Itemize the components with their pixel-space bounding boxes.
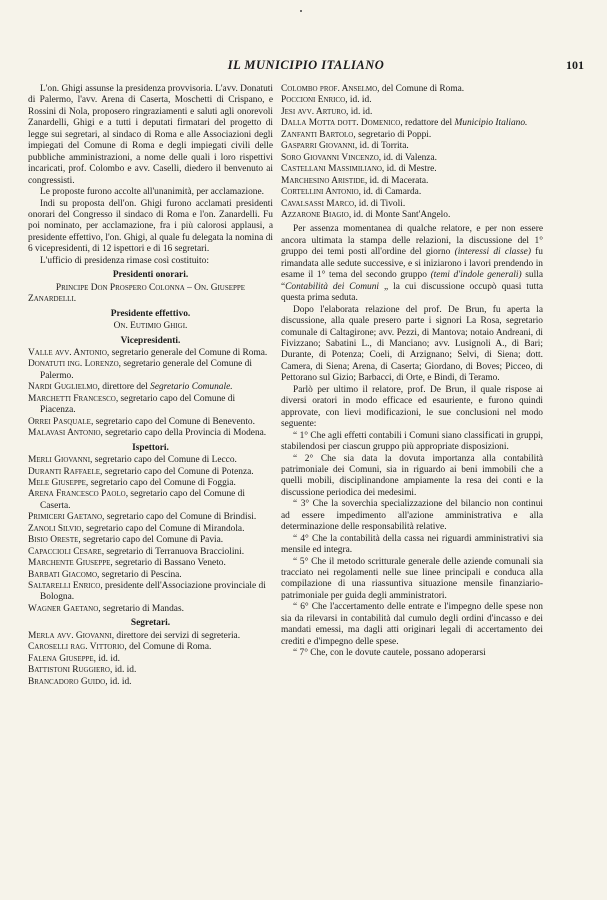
member-role: segretario capo del Comune di Piacenza. bbox=[40, 393, 236, 416]
left-column bbox=[28, 84, 273, 688]
list-item bbox=[28, 604, 273, 615]
secretaries-list-continued bbox=[281, 84, 543, 221]
heading-ispettori: Ispettori. bbox=[132, 442, 169, 453]
member-name: Castellani Massimiliano, bbox=[281, 164, 385, 175]
heading-segretari: Segretari. bbox=[130, 618, 171, 629]
member-role: segretario capo del Comune di Mirandola. bbox=[83, 523, 245, 534]
text-run-italic: (interessi di classe) bbox=[454, 247, 531, 258]
member-name: Capaccioli Cesare, bbox=[28, 546, 105, 557]
list-item bbox=[281, 176, 543, 187]
member-name: Saltarelli Enrico, bbox=[28, 581, 103, 592]
conclusion-1: “ 1° Che agli effetti contabili i Comuni siano classificati in gruppi, stabilendosi per ciascun gruppo più appropriate disposizioni. bbox=[281, 430, 543, 453]
member-name: Caroselli rag. Vittorio, bbox=[28, 642, 127, 653]
member-name: Cavalsassi Marco, bbox=[281, 198, 357, 209]
list-item bbox=[28, 570, 273, 581]
member-name: Marchesino Aristide, bbox=[281, 175, 368, 186]
inspectors-list bbox=[28, 455, 273, 615]
member-name: Brancadoro Guido, bbox=[28, 676, 108, 687]
list-item bbox=[28, 654, 273, 665]
member-name: Marchente Giuseppe, bbox=[28, 558, 113, 569]
member-role: id. di Mestre. bbox=[384, 164, 437, 175]
conclusion-4: “ 4° Che la contabilità della cassa nei riguardi amministrativi sia mensile ed integra. bbox=[281, 533, 543, 556]
member-role: id. di Valenza. bbox=[381, 152, 437, 163]
member-name: Primiceri Gaetano, bbox=[28, 512, 105, 523]
member-name: Colombo prof. Anselmo, bbox=[281, 84, 380, 94]
list-item bbox=[28, 512, 273, 523]
member-role: segretario di Poppi. bbox=[355, 129, 432, 140]
heading-presidenti-onorari: Presidenti onorari. bbox=[112, 270, 189, 281]
paragraph-opening: L'on. Ghigi assunse la presidenza provvisoria. L'avv. Donatuti di Palermo, l'avv. Arena di Caserta, Moschetti di Crispano, e Rossini di Nola, proposero ringraziamenti e saluti agli onorevoli Zanardelli, Ghigi e a tutti i deputati firmatari del progetto di legge sui segretari, al sindaco di Roma e alle Associazioni degli impiegati del Comune di Roma e degli impiegati civili delle pubbliche amministrazioni, a nome delle quali i loro rispettivi incaricati, prof. Colombo e avv. Caselli, diedero il benvenuto ai congressisti. bbox=[28, 84, 273, 186]
member-name: Marchetti Francesco, bbox=[28, 393, 119, 404]
member-name: Merli Giovanni, bbox=[28, 455, 93, 466]
text-run: „ la cui discussione occupò quasi tutta questa prima seduta. bbox=[281, 281, 543, 304]
heading-vicepresidenti: Vicepresidenti. bbox=[120, 335, 181, 346]
member-role: segretario capo del Comune di Benevento. bbox=[93, 416, 255, 427]
list-item bbox=[28, 665, 273, 676]
member-name: Duranti Raffaele, bbox=[28, 466, 103, 477]
paragraph-honorary-presidents: Indi su proposta dell'on. Ghigi furono acclamati presidenti onorari del Congresso il sindaco di Roma e l'on. Zanardelli. Fu poi nominato, per acclamazione, fra i più calorosi applausi, a presidente effettivo, l'on. Ghigi, al quale fu delegata la nomina di 6 vicepresidenti, di 12 ispettori e di 16 segretari. bbox=[28, 198, 273, 255]
list-item bbox=[28, 524, 273, 535]
member-role: segretario generale del Comune di Palermo. bbox=[40, 359, 252, 381]
member-name: Dalla Motta dott. Domenico, bbox=[281, 118, 403, 129]
list-item bbox=[281, 153, 543, 164]
member-name: Merla avv. Giovanni, bbox=[28, 630, 115, 641]
list-item bbox=[281, 164, 543, 175]
text-run: Per assenza momentanea di qualche relatore, e per non essere ancora ultimata la stampa delle relazioni, la discussione del 1° gruppo dei temi posti all'ordine del giorno bbox=[281, 224, 543, 258]
member-role: id. di Tivoli. bbox=[356, 198, 406, 209]
member-role-italic: Municipio Italiano. bbox=[454, 118, 528, 129]
member-role: id. id. bbox=[107, 676, 132, 687]
member-role: segretario capo del Comune di Lecco. bbox=[92, 455, 237, 466]
list-item bbox=[281, 84, 543, 95]
text-run: sulla “ bbox=[281, 270, 543, 292]
member-role: del Comune di Roma. bbox=[379, 84, 465, 94]
member-role: id. di Torrita. bbox=[357, 141, 409, 152]
conclusion-6: “ 6° Che l'accertamento delle entrate e l'impegno delle spese non sia da rilevarsi in contabilità dal cumulo degli ordini d'incasso e dei mandati emessi, ma dagli atti originari legali di accertamento dei crediti e d'impegno delle spese. bbox=[281, 602, 543, 647]
member-name: Nardi Guglielmo, bbox=[28, 382, 100, 393]
member-name: Mele Giuseppe, bbox=[28, 477, 89, 488]
page-number: 101 bbox=[566, 58, 584, 72]
member-role: direttore del bbox=[99, 382, 151, 393]
member-role: segretario di Terranuova Bracciolini. bbox=[104, 546, 245, 557]
list-item bbox=[28, 455, 273, 466]
member-role: id. di Macerata. bbox=[367, 175, 429, 186]
member-role: id. id. bbox=[96, 653, 120, 664]
member-name: Falena Giuseppe, bbox=[28, 653, 97, 664]
member-role: id. di Camarda. bbox=[361, 187, 422, 198]
member-role: segretario capo del Comune di Foggia. bbox=[88, 477, 236, 488]
list-item bbox=[281, 118, 543, 129]
member-name: Wagner Gaetano, bbox=[28, 603, 101, 614]
member-name: Arena Francesco Paolo, bbox=[28, 489, 129, 500]
conclusion-5: “ 5° Che il metodo scritturale generale delle aziende comunali sia tracciato nei regolamenti nelle sue linee principali e conduca alla compilazione di una riassuntiva situazione mensile finanziario-patrimoniale per guida degli amministratori. bbox=[281, 556, 543, 601]
member-role: id. di Monte Sant'Angelo. bbox=[351, 209, 451, 220]
running-title: IL MUNICIPIO ITALIANO bbox=[227, 58, 385, 72]
list-item bbox=[28, 489, 273, 512]
list-item bbox=[28, 428, 273, 439]
conclusion-7: “ 7° Che, con le dovute cautele, possano adoperarsi bbox=[293, 648, 486, 659]
list-item bbox=[281, 95, 543, 106]
member-role: segretario di Mandas. bbox=[100, 603, 184, 614]
paragraph-acclamation: Le proposte furono accolte all'unanimità, per acclamazione. bbox=[40, 187, 264, 198]
list-item bbox=[28, 359, 273, 382]
member-name: Valle avv. Antonio, bbox=[28, 347, 110, 358]
member-name: Barbati Giacomo, bbox=[28, 569, 100, 580]
honorary-names-line2: Zanardelli. bbox=[28, 294, 77, 305]
list-item bbox=[28, 581, 273, 604]
conclusion-2: “ 2° Che sia data la dovuta importanza alla contabilità patrimoniale dei Comuni, sia in riguardo ai beni immobili che a quelli mobili, disciplinandone ampiamente la resa dei conti e la discussione periodica dei medesimi. bbox=[281, 453, 543, 498]
secretaries-list bbox=[28, 631, 273, 688]
text-run-italic: Contabilità dei Comuni bbox=[285, 281, 379, 292]
member-role: id. id. bbox=[112, 665, 137, 676]
print-speck bbox=[300, 10, 302, 12]
member-role: segretario capo del Comune di Caserta. bbox=[40, 489, 245, 511]
honorary-names-line1: Principe Don Prospero Colonna – On. Giuseppe bbox=[55, 282, 246, 293]
conclusion-3: “ 3° Che la soverchia specializzazione del bilancio non continui ad essere impedimento all'azione amministrativa e alla determinazione delle responsabilità relative. bbox=[281, 499, 543, 533]
list-item bbox=[281, 210, 543, 221]
effective-president: On. Eutimio Ghigi. bbox=[113, 321, 188, 332]
list-item bbox=[28, 631, 273, 642]
list-item bbox=[28, 558, 273, 569]
member-role: redattore del bbox=[402, 118, 455, 129]
vicepresidents-list bbox=[28, 348, 273, 440]
heading-presidente-effettivo: Presidente effettivo. bbox=[110, 308, 191, 319]
member-role: segretario capo del Comune di Pavia. bbox=[80, 535, 224, 546]
member-role: segretario capo della Provincia di Modena. bbox=[102, 428, 267, 439]
member-name: Azzarone Biagio, bbox=[281, 209, 352, 220]
page-header bbox=[28, 58, 584, 74]
list-item bbox=[28, 467, 273, 478]
list-item bbox=[28, 348, 273, 359]
member-name: Malavasi Antonio, bbox=[28, 428, 103, 439]
member-role: presidente dell'Associazione provinciale di Bologna. bbox=[40, 581, 266, 603]
list-item bbox=[281, 130, 543, 141]
list-item bbox=[28, 478, 273, 489]
member-name: Cortellini Antonio, bbox=[281, 187, 362, 198]
list-item bbox=[28, 535, 273, 546]
member-name: Orrei Pasquale, bbox=[28, 416, 94, 427]
paragraph-office-composition: L'ufficio di presidenza rimase così costituito: bbox=[40, 255, 209, 266]
member-name: Donatuti ing. Lorenzo, bbox=[28, 359, 122, 370]
right-column bbox=[281, 84, 543, 660]
list-item bbox=[28, 417, 273, 428]
paragraph-postponement bbox=[281, 224, 543, 304]
member-role: id. id. bbox=[347, 95, 372, 106]
member-name: Zanfanti Bartolo, bbox=[281, 129, 356, 140]
member-role: segretario di Bassano Veneto. bbox=[112, 558, 226, 569]
member-role: segretario capo del Comune di Potenza. bbox=[102, 466, 254, 477]
paragraph-rapporteur: Parlò per ultimo il relatore, prof. De Brun, il quale rispose ai diversi oratori in modo efficace ed esauriente, e furono quindi approvate, con lievi modificazioni, le sue conclusioni nel modo seguente: bbox=[281, 384, 543, 430]
member-role-italic: Segretario Comunale. bbox=[150, 382, 233, 393]
list-item bbox=[28, 642, 273, 653]
member-name: Bisio Oreste, bbox=[28, 535, 81, 546]
list-item bbox=[28, 677, 273, 688]
member-name: Soro Giovanni Vincenzo, bbox=[281, 152, 382, 163]
member-name: Poccioni Enrico, bbox=[281, 95, 348, 106]
list-item bbox=[281, 107, 543, 118]
list-item bbox=[28, 382, 273, 393]
text-run: fu rimandata alle sedute successive, e si iniziarono i lavori prendendo in esame il 1° tema del secondo gruppo bbox=[281, 247, 543, 281]
paragraph-discussion: Dopo l'elaborata relazione del prof. De Brun, fu aperta la discussione, alla quale presero parte i signori La Rosa, segretario comunale di Caltagirone; avv. Pezzi, di Mantova; notaio Andreani, di Fivizzano; Sabatini L., di Manciano; avv. Lusignoli A., di Bari; Durante, di Potenza; Coeli, di Arzignano; Selvi, di Siena; dott. Camera, di Siena; Arena, di Caserta; Giordano, di Boves; Picceo, di Pettorano sul Gizio; Barbacci, di Orte, e Bindi, di Teramo. bbox=[281, 304, 543, 384]
member-name: Jesi avv. Arturo, bbox=[281, 106, 349, 117]
list-item bbox=[281, 141, 543, 152]
member-name: Zanoli Silvio, bbox=[28, 523, 84, 534]
member-role: direttore dei servizi di segreteria. bbox=[114, 630, 241, 641]
list-item bbox=[281, 199, 543, 210]
member-role: del Comune di Roma. bbox=[126, 642, 212, 653]
member-role: id. id. bbox=[348, 106, 373, 117]
member-role: segretario generale del Comune di Roma. bbox=[109, 347, 268, 358]
member-name: Battistoni Ruggiero, bbox=[28, 665, 113, 676]
text-run-italic: (temi d'indole generali) bbox=[430, 270, 522, 281]
list-item bbox=[281, 187, 543, 198]
member-role: segretario di Pescina. bbox=[99, 569, 182, 580]
list-item bbox=[28, 547, 273, 558]
member-name: Gasparri Giovanni, bbox=[281, 141, 358, 152]
member-role: segretario capo del Comune di Brindisi. bbox=[104, 512, 257, 523]
list-item bbox=[28, 394, 273, 417]
